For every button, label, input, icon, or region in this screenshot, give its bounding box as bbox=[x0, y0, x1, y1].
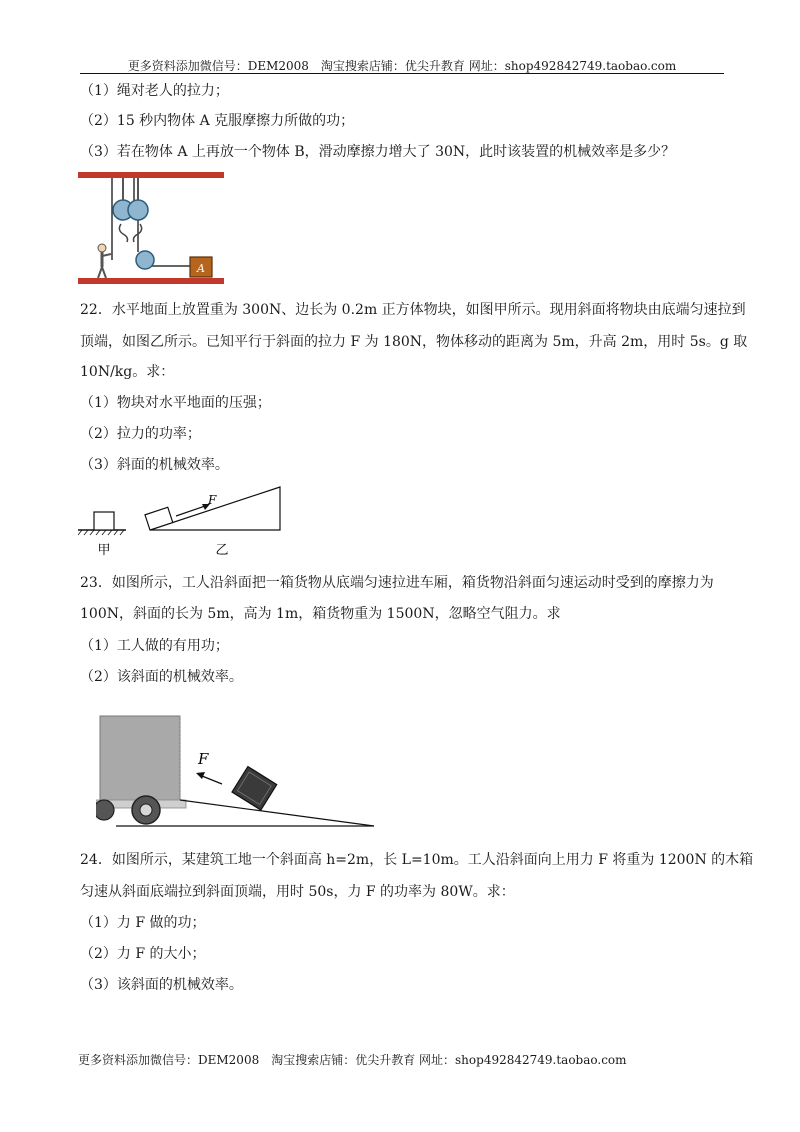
q24-stem-line-2: 匀速从斜面底端拉到斜面顶端，用时 50s，力 F 的功率为 80W。求： bbox=[80, 884, 515, 900]
force-arrow-head bbox=[196, 772, 205, 779]
force-label-f: F bbox=[208, 493, 217, 507]
q22-item-2: （2）拉力的功率； bbox=[80, 426, 201, 442]
q22-item-3: （3）斜面的机械效率。 bbox=[80, 457, 229, 473]
block-a-label: A bbox=[197, 262, 205, 275]
q24-item-1: （1）力 F 做的功； bbox=[80, 915, 206, 931]
old-man-leg-1 bbox=[98, 267, 102, 278]
block-on-incline bbox=[145, 507, 173, 530]
q23-stem-line-1: 23．如图所示，工人沿斜面把一箱货物从底端匀速拉进车厢，箱货物沿斜面匀速运动时受到的摩擦力为 bbox=[80, 575, 714, 591]
ramp-line bbox=[180, 800, 374, 826]
truck-body bbox=[100, 716, 180, 802]
q24-item-2: （2）力 F 的大小； bbox=[80, 946, 206, 962]
force-arrow-line bbox=[202, 776, 222, 784]
label-jia: 甲 bbox=[97, 543, 111, 558]
truck-wheel-front bbox=[96, 800, 114, 820]
q23-item-1: （1）工人做的有用功； bbox=[80, 638, 229, 654]
q22-stem-line-3: 10N/kg。求： bbox=[80, 364, 175, 380]
q22-item-1: （1）物块对水平地面的压强； bbox=[80, 395, 271, 411]
cube-block bbox=[94, 512, 114, 530]
q22-stem-line-1: 22．水平地面上放置重为 300N、边长为 0.2m 正方体物块，如图甲所示。现用斜面将物块由底端匀速拉到 bbox=[80, 302, 746, 318]
movable-pulley bbox=[136, 251, 154, 269]
q23-item-2: （2）该斜面的机械效率。 bbox=[80, 669, 243, 685]
ceiling-beam bbox=[78, 172, 224, 178]
cargo-box bbox=[232, 767, 277, 810]
force-label-f: F bbox=[198, 750, 209, 768]
label-yi: 乙 bbox=[215, 543, 229, 558]
q21-item-3: （3）若在物体 A 上再放一个物体 B，滑动摩擦力增大了 30N，此时该装置的机械效率是多少？ bbox=[80, 144, 676, 160]
ground-hatching bbox=[78, 530, 124, 535]
floor-beam bbox=[78, 278, 224, 284]
q24-stem-line-1: 24．如图所示，某建筑工地一个斜面高 h=2m，长 L=10m。工人沿斜面向上用力 F 将重为 1200N 的木箱 bbox=[80, 852, 754, 868]
hook-left bbox=[119, 224, 127, 242]
truck-wheel-hub bbox=[140, 804, 152, 816]
old-man-head bbox=[98, 244, 106, 252]
force-arrow-line bbox=[176, 505, 208, 516]
q22-stem-line-2: 顶端，如图乙所示。已知平行于斜面的拉力 F 为 180N，物体移动的距离为 5m，升高 2m，用时 5s。g 取 bbox=[80, 334, 748, 350]
q22-incline-figure bbox=[78, 482, 300, 560]
old-man-leg-2 bbox=[102, 267, 106, 278]
fixed-pulley-right bbox=[128, 200, 148, 220]
q23-truck-figure bbox=[96, 712, 378, 830]
q23-stem-line-2: 100N，斜面的长为 5m，高为 1m，箱货物重为 1500N，忽略空气阻力。求 bbox=[80, 606, 561, 622]
page-header: 更多资料添加微信号：DEM2008 淘宝搜索店铺：优尖升教育 网址：shop492842749.taobao.com bbox=[127, 59, 677, 73]
page-footer: 更多资料添加微信号：DEM2008 淘宝搜索店铺：优尖升教育 网址：shop492842749.taobao.com bbox=[78, 1053, 627, 1067]
q21-item-2: （2）15 秒内物体 A 克服摩擦力所做的功； bbox=[80, 113, 355, 129]
q21-item-1: （1）绳对老人的拉力； bbox=[80, 83, 229, 99]
header-rule bbox=[80, 73, 724, 74]
q24-item-3: （3）该斜面的机械效率。 bbox=[80, 977, 243, 993]
q21-pulley-figure bbox=[78, 172, 224, 287]
